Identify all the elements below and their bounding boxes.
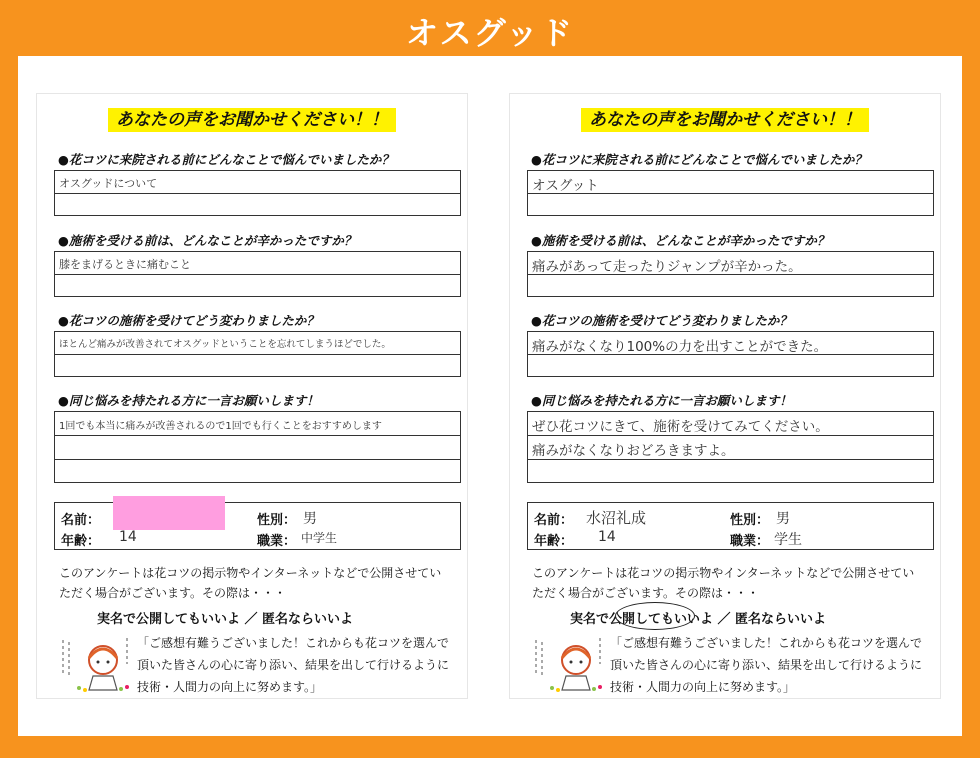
publish-choice: 実名で公開してもいいよ ／ 匿名ならいいよ	[97, 612, 354, 627]
answer-box-4	[527, 411, 934, 483]
rule-line	[528, 435, 933, 436]
rule-line	[528, 459, 933, 460]
answer-box-1	[527, 170, 934, 216]
question-1: ●花コツに来院される前にどんなことで悩んでいましたか？	[531, 152, 867, 167]
thanks-line1: 「ご感想有難うございました！これからも花コツを選んで	[137, 636, 450, 650]
thanks-line2: 頂いた皆さんの心に寄り添い、結果を出して行けるように	[137, 658, 450, 672]
name-label: 名前：	[534, 513, 574, 528]
question-1: ●花コツに来院される前にどんなことで悩んでいましたか？	[58, 152, 394, 167]
mascot-illustration	[57, 634, 139, 692]
profile-box	[527, 502, 934, 550]
answer-1-text: オスグット	[532, 178, 599, 194]
disclosure-note-line2: ただく場合がございます。その際は・・・	[59, 586, 287, 600]
answer-box-4	[54, 411, 461, 483]
name-redaction	[113, 496, 225, 530]
page-title: オスグッド	[405, 14, 575, 52]
publish-choice: 実名で公開してもいいよ ／ 匿名ならいいよ	[570, 612, 827, 627]
answer-2-text: 痛みがあって走ったりジャンプが辛かった。	[532, 259, 802, 275]
answer-2-text: 膝をまげるときに痛むこと	[59, 258, 191, 271]
rule-line	[55, 274, 460, 275]
question-4: ●同じ悩みを持たれる方に一言お願いします！	[531, 393, 792, 408]
profile-box	[54, 502, 461, 550]
age-value: 14	[119, 529, 137, 545]
job-label: 職業：	[257, 534, 297, 549]
rule-line	[55, 354, 460, 355]
answer-box-2	[54, 251, 461, 297]
question-3: ●花コツの施術を受けてどう変わりましたか？	[531, 313, 792, 328]
gender-label: 性別：	[730, 513, 770, 528]
name-label: 名前：	[61, 513, 101, 528]
gender-value: 男	[776, 511, 790, 527]
rule-line	[55, 193, 460, 194]
thanks-line3: 技術・人間力の向上に努めます。」	[610, 680, 796, 694]
question-2: ●施術を受ける前は、どんなことが辛かったですか？	[531, 233, 830, 248]
answer-4-text: 1回でも本当に痛みが改善されるので1回でも行くことをおすすめします	[59, 421, 382, 432]
thanks-line3: 技術・人間力の向上に努めます。」	[137, 680, 323, 694]
question-4: ●同じ悩みを持たれる方に一言お願いします！	[58, 393, 319, 408]
disclosure-note-line2: ただく場合がございます。その際は・・・	[532, 586, 760, 600]
gender-label: 性別：	[257, 513, 297, 528]
gender-value: 男	[303, 511, 317, 527]
disclosure-note-line1: このアンケートは花コツの掲示物やインターネットなどで公開させてい	[59, 566, 442, 580]
age-label: 年齢：	[61, 534, 101, 549]
thanks-line1: 「ご感想有難うございました！これからも花コツを選んで	[610, 636, 923, 650]
job-label: 職業：	[730, 534, 770, 549]
question-2: ●施術を受ける前は、どんなことが辛かったですか？	[58, 233, 357, 248]
name-value: 水沼礼成	[586, 509, 647, 527]
rule-line	[55, 435, 460, 436]
answer-box-1	[54, 170, 461, 216]
answer-4-line1: ぜひ花コツにきて、施術を受けてみてください。	[532, 419, 829, 435]
answer-box-3	[527, 331, 934, 377]
age-value: 14	[598, 529, 616, 545]
answer-3-text: 痛みがなくなり100%の力を出すことができた。	[532, 339, 828, 355]
answer-3-text: ほとんど痛みが改善されてオスグッドということを忘れてしまうほどでした。	[59, 339, 391, 350]
rule-line	[55, 459, 460, 460]
answer-box-3	[54, 331, 461, 377]
selection-circle	[615, 602, 695, 630]
sheet-heading: あなたの声をお聞かせください！！	[37, 105, 467, 130]
thanks-line2: 頂いた皆さんの心に寄り添い、結果を出して行けるように	[610, 658, 923, 672]
job-value: 中学生	[301, 531, 338, 545]
answer-1-text: オスグッドについて	[59, 177, 158, 190]
age-label: 年齢：	[534, 534, 574, 549]
answer-box-2	[527, 251, 934, 297]
answer-4-line2: 痛みがなくなりおどろきますよ。	[532, 443, 735, 459]
question-3: ●花コツの施術を受けてどう変わりましたか？	[58, 313, 319, 328]
sheet-heading: あなたの声をお聞かせください！！	[510, 105, 940, 130]
mascot-illustration	[530, 634, 612, 692]
job-value: 学生	[774, 532, 802, 548]
survey-sheet-left	[36, 93, 468, 699]
survey-sheet-right	[509, 93, 941, 699]
disclosure-note-line1: このアンケートは花コツの掲示物やインターネットなどで公開させてい	[532, 566, 915, 580]
